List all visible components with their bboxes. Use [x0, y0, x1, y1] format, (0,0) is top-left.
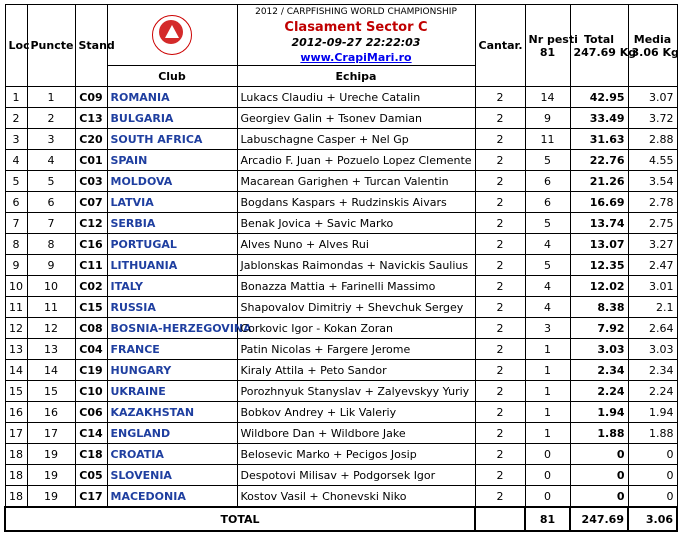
row-loc: 17	[5, 423, 27, 444]
row-puncte: 10	[27, 276, 75, 297]
row-media: 2.24	[628, 381, 677, 402]
row-puncte: 5	[27, 171, 75, 192]
row-club: ENGLAND	[107, 423, 237, 444]
row-club: SLOVENIA	[107, 465, 237, 486]
row-stand: C17	[75, 486, 107, 508]
row-club: ROMANIA	[107, 87, 237, 108]
row-club: LITHUANIA	[107, 255, 237, 276]
row-pesti: 6	[525, 171, 570, 192]
row-club: LATVIA	[107, 192, 237, 213]
table-row	[5, 465, 677, 486]
row-cantar: 2	[475, 381, 525, 402]
row-loc: 3	[5, 129, 27, 150]
row-loc: 13	[5, 339, 27, 360]
total-pesti: 81	[525, 507, 570, 531]
row-stand: C14	[75, 423, 107, 444]
row-total: 33.49	[570, 108, 628, 129]
row-total: 1.94	[570, 402, 628, 423]
row-loc: 18	[5, 444, 27, 465]
row-stand: C08	[75, 318, 107, 339]
row-puncte: 6	[27, 192, 75, 213]
row-cantar: 2	[475, 192, 525, 213]
row-puncte: 11	[27, 297, 75, 318]
row-loc: 5	[5, 171, 27, 192]
row-echipa: Georgiev Galin + Tsonev Damian	[237, 108, 475, 129]
row-loc: 12	[5, 318, 27, 339]
row-pesti: 4	[525, 276, 570, 297]
row-loc: 15	[5, 381, 27, 402]
row-stand: C04	[75, 339, 107, 360]
row-club: SERBIA	[107, 213, 237, 234]
row-media: 3.07	[628, 87, 677, 108]
row-pesti: 1	[525, 402, 570, 423]
row-stand: C05	[75, 465, 107, 486]
row-puncte: 8	[27, 234, 75, 255]
table-row	[5, 108, 677, 129]
row-media: 2.1	[628, 297, 677, 318]
row-stand: C12	[75, 213, 107, 234]
page-title: Clasament Sector C	[284, 20, 428, 35]
row-loc: 2	[5, 108, 27, 129]
row-cantar: 2	[475, 213, 525, 234]
title-block	[237, 5, 475, 66]
row-puncte: 19	[27, 444, 75, 465]
table-row	[5, 213, 677, 234]
row-media: 2.75	[628, 213, 677, 234]
row-loc: 4	[5, 150, 27, 171]
row-pesti: 0	[525, 465, 570, 486]
row-loc: 9	[5, 255, 27, 276]
row-puncte: 9	[27, 255, 75, 276]
row-echipa: Patin Nicolas + Fargere Jerome	[237, 339, 475, 360]
row-stand: C11	[75, 255, 107, 276]
row-puncte: 15	[27, 381, 75, 402]
total-cantar-empty	[475, 507, 525, 531]
row-stand: C01	[75, 150, 107, 171]
row-media: 0	[628, 465, 677, 486]
row-stand: C18	[75, 444, 107, 465]
row-total: 16.69	[570, 192, 628, 213]
row-cantar: 2	[475, 171, 525, 192]
row-total: 3.03	[570, 339, 628, 360]
row-club: MACEDONIA	[107, 486, 237, 508]
row-stand: C03	[75, 171, 107, 192]
row-club: SPAIN	[107, 150, 237, 171]
logo-cell	[107, 5, 237, 66]
row-total: 2.34	[570, 360, 628, 381]
row-media: 2.88	[628, 129, 677, 150]
row-cantar: 2	[475, 423, 525, 444]
table-row	[5, 192, 677, 213]
row-total: 0	[570, 444, 628, 465]
row-total: 1.88	[570, 423, 628, 444]
row-pesti: 14	[525, 87, 570, 108]
row-media: 3.54	[628, 171, 677, 192]
table-row	[5, 402, 677, 423]
row-pesti: 0	[525, 444, 570, 465]
logo-icon	[152, 15, 192, 55]
row-club: HUNGARY	[107, 360, 237, 381]
row-pesti: 5	[525, 213, 570, 234]
row-club: RUSSIA	[107, 297, 237, 318]
col-header-cantar: Cantar.	[475, 5, 525, 87]
row-pesti: 1	[525, 423, 570, 444]
row-stand: C15	[75, 297, 107, 318]
table-row	[5, 360, 677, 381]
event-name: 2012 / CARPFISHING WORLD CHAMPIONSHIP	[255, 7, 457, 17]
row-total: 13.07	[570, 234, 628, 255]
row-club: KAZAKHSTAN	[107, 402, 237, 423]
row-pesti: 11	[525, 129, 570, 150]
row-stand: C16	[75, 234, 107, 255]
row-media: 2.34	[628, 360, 677, 381]
col-header-echipa: Echipa	[237, 66, 475, 87]
row-pesti: 3	[525, 318, 570, 339]
table-row	[5, 444, 677, 465]
row-total: 12.02	[570, 276, 628, 297]
row-media: 2.47	[628, 255, 677, 276]
row-echipa: Belosevic Marko + Pecigos Josip	[237, 444, 475, 465]
row-puncte: 3	[27, 129, 75, 150]
row-media: 4.55	[628, 150, 677, 171]
row-cantar: 2	[475, 318, 525, 339]
total-media: 3.06	[628, 507, 677, 531]
row-stand: C10	[75, 381, 107, 402]
row-cantar: 2	[475, 360, 525, 381]
row-club: ITALY	[107, 276, 237, 297]
row-echipa: Despotovi Milisav + Podgorsek Igor	[237, 465, 475, 486]
row-echipa: Shapovalov Dimitriy + Shevchuk Sergey	[237, 297, 475, 318]
row-club: UKRAINE	[107, 381, 237, 402]
row-pesti: 1	[525, 360, 570, 381]
row-puncte: 12	[27, 318, 75, 339]
row-cantar: 2	[475, 108, 525, 129]
ranking-table	[4, 4, 678, 532]
row-club: FRANCE	[107, 339, 237, 360]
row-club: SOUTH AFRICA	[107, 129, 237, 150]
row-cantar: 2	[475, 129, 525, 150]
row-echipa: Bonazza Mattia + Farinelli Massimo	[237, 276, 475, 297]
row-loc: 11	[5, 297, 27, 318]
table-body	[5, 87, 677, 508]
row-total: 12.35	[570, 255, 628, 276]
total-kg: 247.69	[570, 507, 628, 531]
row-puncte: 4	[27, 150, 75, 171]
row-media: 0	[628, 444, 677, 465]
row-total: 42.95	[570, 87, 628, 108]
row-puncte: 14	[27, 360, 75, 381]
row-puncte: 17	[27, 423, 75, 444]
row-stand: C09	[75, 87, 107, 108]
row-loc: 16	[5, 402, 27, 423]
col-header-loc: Loc	[5, 5, 27, 87]
row-pesti: 0	[525, 486, 570, 508]
row-puncte: 7	[27, 213, 75, 234]
row-media: 3.01	[628, 276, 677, 297]
row-total: 31.63	[570, 129, 628, 150]
row-total: 13.74	[570, 213, 628, 234]
row-stand: C06	[75, 402, 107, 423]
row-loc: 7	[5, 213, 27, 234]
table-row	[5, 129, 677, 150]
row-media: 1.94	[628, 402, 677, 423]
row-puncte: 16	[27, 402, 75, 423]
table-row	[5, 381, 677, 402]
row-echipa: Lukacs Claudiu + Ureche Catalin	[237, 87, 475, 108]
row-total: 0	[570, 465, 628, 486]
row-club: MOLDOVA	[107, 171, 237, 192]
table-row	[5, 423, 677, 444]
row-media: 2.64	[628, 318, 677, 339]
row-echipa: Alves Nuno + Alves Rui	[237, 234, 475, 255]
row-pesti: 6	[525, 192, 570, 213]
row-total: 21.26	[570, 171, 628, 192]
row-echipa: Corkovic Igor - Kokan Zoran	[237, 318, 475, 339]
row-loc: 10	[5, 276, 27, 297]
col-header-club: Club	[107, 66, 237, 87]
row-cantar: 2	[475, 339, 525, 360]
col-header-total: Total 247.69 Kg	[570, 5, 628, 87]
row-club: CROATIA	[107, 444, 237, 465]
site-link[interactable]: www.CrapiMari.ro	[300, 51, 412, 64]
row-loc: 14	[5, 360, 27, 381]
table-row	[5, 87, 677, 108]
row-club: PORTUGAL	[107, 234, 237, 255]
table-row	[5, 150, 677, 171]
table-row	[5, 255, 677, 276]
row-stand: C19	[75, 360, 107, 381]
row-pesti: 4	[525, 234, 570, 255]
row-pesti: 5	[525, 150, 570, 171]
row-echipa: Macarean Garighen + Turcan Valentin	[237, 171, 475, 192]
row-echipa: Bogdans Kaspars + Rudzinskis Aivars	[237, 192, 475, 213]
row-puncte: 19	[27, 486, 75, 508]
row-pesti: 4	[525, 297, 570, 318]
row-puncte: 1	[27, 87, 75, 108]
row-loc: 18	[5, 465, 27, 486]
row-loc: 1	[5, 87, 27, 108]
row-echipa: Labuschagne Casper + Nel Gp	[237, 129, 475, 150]
row-puncte: 19	[27, 465, 75, 486]
row-total: 8.38	[570, 297, 628, 318]
row-stand: C02	[75, 276, 107, 297]
table-row	[5, 486, 677, 508]
row-total: 2.24	[570, 381, 628, 402]
table-row	[5, 276, 677, 297]
row-pesti: 1	[525, 381, 570, 402]
table-row	[5, 339, 677, 360]
col-header-media: Media 3.06 Kg	[628, 5, 677, 87]
row-echipa: Wildbore Dan + Wildbore Jake	[237, 423, 475, 444]
total-label: TOTAL	[5, 507, 475, 531]
row-stand: C20	[75, 129, 107, 150]
table-row	[5, 171, 677, 192]
row-media: 3.27	[628, 234, 677, 255]
row-cantar: 2	[475, 255, 525, 276]
row-total: 7.92	[570, 318, 628, 339]
row-loc: 6	[5, 192, 27, 213]
col-header-puncte: Puncte	[27, 5, 75, 87]
row-cantar: 2	[475, 402, 525, 423]
row-echipa: Bobkov Andrey + Lik Valeriy	[237, 402, 475, 423]
row-pesti: 1	[525, 339, 570, 360]
row-media: 1.88	[628, 423, 677, 444]
row-pesti: 9	[525, 108, 570, 129]
row-loc: 18	[5, 486, 27, 508]
row-stand: C13	[75, 108, 107, 129]
row-cantar: 2	[475, 297, 525, 318]
row-echipa: Kiraly Attila + Peto Sandor	[237, 360, 475, 381]
row-echipa: Benak Jovica + Savic Marko	[237, 213, 475, 234]
row-total: 0	[570, 486, 628, 508]
table-row	[5, 297, 677, 318]
col-header-stand: Stand	[75, 5, 107, 87]
row-puncte: 13	[27, 339, 75, 360]
row-echipa: Arcadio F. Juan + Pozuelo Lopez Clemente	[237, 150, 475, 171]
table-row	[5, 318, 677, 339]
row-club: BULGARIA	[107, 108, 237, 129]
row-cantar: 2	[475, 465, 525, 486]
row-loc: 8	[5, 234, 27, 255]
row-cantar: 2	[475, 486, 525, 508]
col-header-nr-pesti: Nr pesti 81	[525, 5, 570, 87]
row-cantar: 2	[475, 87, 525, 108]
row-media: 0	[628, 486, 677, 508]
row-media: 3.72	[628, 108, 677, 129]
row-cantar: 2	[475, 150, 525, 171]
row-echipa: Jablonskas Raimondas + Navickis Saulius	[237, 255, 475, 276]
row-pesti: 5	[525, 255, 570, 276]
row-echipa: Kostov Vasil + Chonevski Niko	[237, 486, 475, 508]
timestamp: 2012-09-27 22:22:03	[291, 36, 421, 49]
row-stand: C07	[75, 192, 107, 213]
row-cantar: 2	[475, 234, 525, 255]
row-media: 3.03	[628, 339, 677, 360]
row-media: 2.78	[628, 192, 677, 213]
row-cantar: 2	[475, 444, 525, 465]
row-echipa: Porozhnyuk Stanyslav + Zalyevskyy Yuriy	[237, 381, 475, 402]
table-row	[5, 234, 677, 255]
row-total: 22.76	[570, 150, 628, 171]
row-club: BOSNIA-HERZEGOVINA	[107, 318, 237, 339]
row-cantar: 2	[475, 276, 525, 297]
row-puncte: 2	[27, 108, 75, 129]
